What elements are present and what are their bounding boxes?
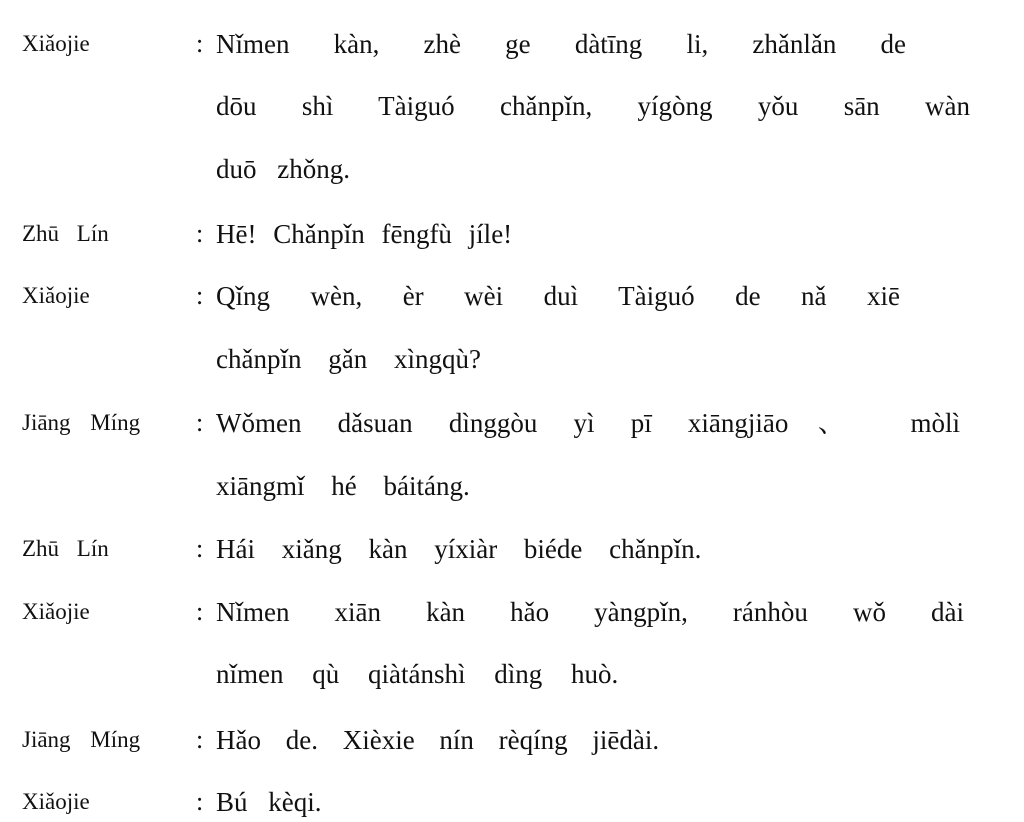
dialogue-text: Nǐmen xiān kàn hǎo yàngpǐn, ránhòu wǒ dài <box>216 597 964 627</box>
dialogue-line <box>0 592 1024 632</box>
dialogue-text: Qǐng wèn, èr wèi duì Tàiguó de nǎ xiē <box>216 281 900 311</box>
dialogue-line <box>0 654 1024 694</box>
dialogue-text: xiāngmǐ hé báitáng. <box>216 471 470 501</box>
dialogue-line <box>0 86 1024 126</box>
dialogue-text: chǎnpǐn gǎn xìngqù? <box>216 344 481 374</box>
dialogue-line <box>0 720 1024 760</box>
dialogue-text: Bú kèqi. <box>216 787 322 817</box>
speaker-name: Xiǎojie <box>22 283 90 308</box>
speaker-name: Jiāng Míng <box>22 727 141 752</box>
dialogue-line <box>0 466 1024 506</box>
speaker-colon: : <box>196 29 204 58</box>
dialogue-line <box>0 149 1024 189</box>
speaker-colon: : <box>196 725 204 754</box>
dialogue-line <box>0 24 1024 64</box>
dialogue-text: dōu shì Tàiguó chǎnpǐn, yígòng yǒu sān wàn <box>216 91 970 121</box>
dialogue-text: Hǎo de. Xièxie nín rèqíng jiēdài. <box>216 725 660 755</box>
speaker-name: Zhū Lín <box>22 221 109 246</box>
dialogue-line <box>0 276 1024 316</box>
dialogue-text: Hē! Chǎnpǐn fēngfù jíle! <box>216 219 513 249</box>
speaker-colon: : <box>196 597 204 626</box>
dialogue-text: Nǐmen kàn, zhè ge dàtīng li, zhǎnlǎn de <box>216 29 906 59</box>
speaker-colon: : <box>196 408 204 437</box>
dialogue-text: nǐmen qù qiàtánshì dìng huò. <box>216 659 619 689</box>
dialogue-text: duō zhǒng. <box>216 154 350 184</box>
dialogue-line <box>0 403 1024 443</box>
speaker-name: Xiǎojie <box>22 31 90 56</box>
speaker-name: Xiǎojie <box>22 599 90 624</box>
dialogue-line <box>0 339 1024 379</box>
dialogue-line <box>0 214 1024 254</box>
speaker-name: Jiāng Míng <box>22 410 141 435</box>
dialogue-line <box>0 782 1024 822</box>
speaker-colon: : <box>196 219 204 248</box>
dialogue-line <box>0 529 1024 569</box>
dialogue-text: Wǒmen dǎsuan dìnggòu yì pī xiāngjiāo、 mòlì <box>216 408 960 438</box>
speaker-name: Xiǎojie <box>22 789 90 814</box>
speaker-name: Zhū Lín <box>22 536 109 561</box>
dialogue-text: Hái xiǎng kàn yíxiàr biéde chǎnpǐn. <box>216 534 702 564</box>
speaker-colon: : <box>196 534 204 563</box>
speaker-colon: : <box>196 787 204 816</box>
speaker-colon: : <box>196 281 204 310</box>
